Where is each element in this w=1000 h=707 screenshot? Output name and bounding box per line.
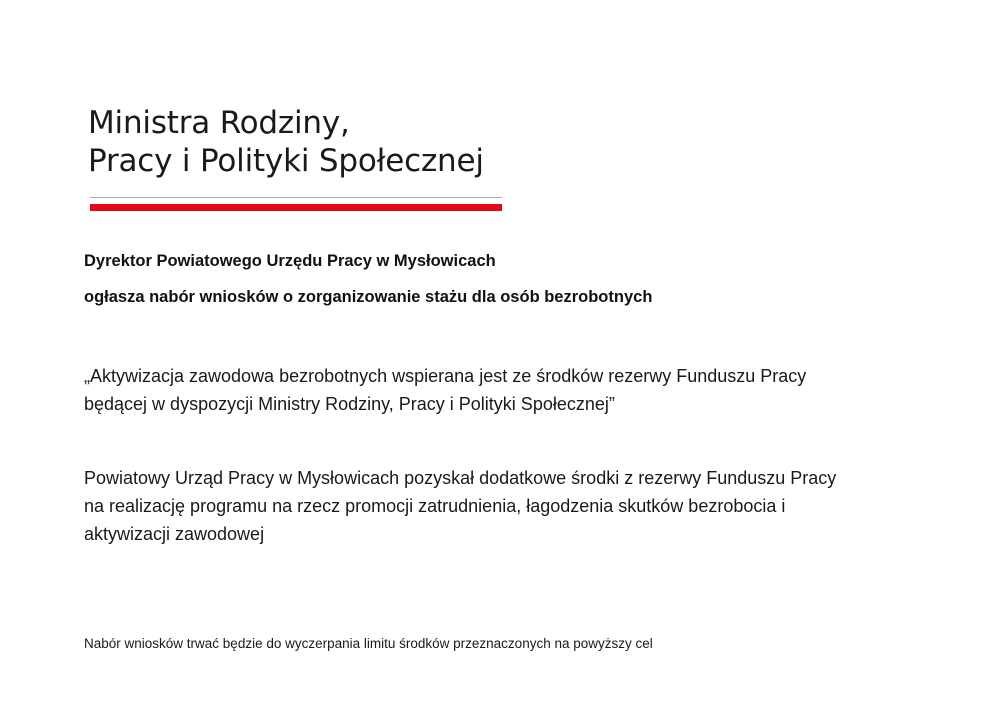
announcement-heading-line-1: Dyrektor Powiatowego Urzędu Pracy w Mysłowicach (84, 252, 496, 270)
info-line-1: Powiatowy Urząd Pracy w Mysłowicach pozyskał dodatkowe środki z rezerwy Funduszu Pracy (84, 468, 837, 488)
quote-line-2: będącej w dyspozycji Ministry Rodziny, Pracy i Polityki Społecznej” (84, 394, 615, 414)
quote-line-1: „Aktywizacja zawodowa bezrobotnych wspierana jest ze środków rezerwy Funduszu Pracy (84, 366, 807, 386)
logo-text-line-1: Ministra Rodziny, (88, 105, 350, 141)
footnote-text: Nabór wniosków trwać będzie do wyczerpania limitu środków przeznaczonych na powyższy cel (84, 636, 653, 651)
quote-paragraph (84, 362, 934, 418)
ministry-logo (88, 104, 508, 180)
announcement-heading-line-2: ogłasza nabór wniosków o zorganizowanie stażu dla osób bezrobotnych (84, 288, 653, 306)
info-line-3: aktywizacji zawodowej (84, 524, 265, 544)
logo-gray-rule (90, 197, 502, 198)
logo-red-rule (90, 204, 502, 211)
info-line-2: na realizację programu na rzecz promocji zatrudnienia, łagodzenia skutków bezrobocia i (84, 496, 786, 516)
info-paragraph (84, 464, 934, 548)
logo-text-line-2: Pracy i Polityki Społecznej (88, 143, 484, 179)
